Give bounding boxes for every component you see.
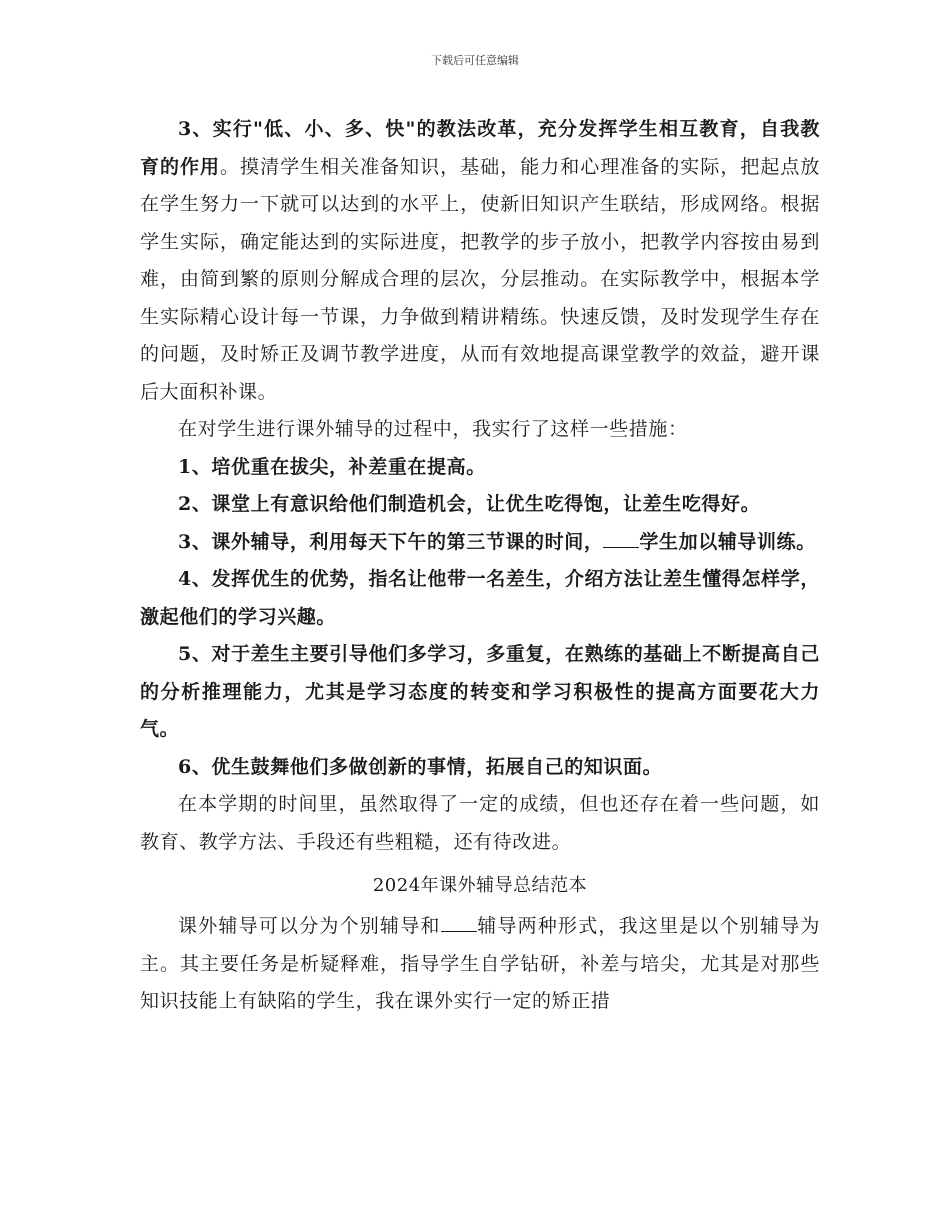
- page-header: 下载后可任意编辑: [431, 54, 519, 67]
- measure-item-3: [140, 524, 820, 562]
- paragraph-teaching-reform: [140, 111, 820, 411]
- measure-item-1: 1、培优重在拔尖，补差重在提高。: [178, 455, 486, 478]
- measure-item-3-text-a: 3、课外辅导，利用每天下午的第三节课的时间，: [178, 530, 604, 553]
- paragraph-text: 。摸清学生相关准备知识，基础，能力和心理准备的实际，把起点放在学生努力一下就可以达到的水平上，使新旧知识产生联结，形成网络。根据学生实际，确定能达到的实际进度，把教学的步子放小，把教学内容按由易到难，由简到繁的原则分解成合理的层次，分层推动。在实际教学中，根据本学生实际精心设计每一节课，力争做到精讲精练。快速反馈，及时发现学生存在的问题，及时矫正及调节教学进度，从而有效地提高课堂教学的效益，避开课后大面积补课。: [140, 155, 820, 403]
- paragraph-summary: 在本学期的时间里，虽然取得了一定的成绩，但也还存在着一些问题，如教育、教学方法、手段还有些粗糙，还有待改进。: [140, 793, 820, 853]
- blank-line: [603, 531, 639, 548]
- paragraph-lead-bold: 3、实行"低、小、多、快"的教法改革，充分发挥学生相互教育，自我教育的作用: [140, 118, 820, 178]
- measure-item-6: 6、优生鼓舞他们多做创新的事情，拓展自己的知识面。: [178, 755, 663, 778]
- measure-item-3-text-b: 学生加以辅导训练。: [639, 530, 816, 553]
- paragraph-tutoring-forms: [140, 908, 820, 1021]
- document-body: [140, 111, 820, 1021]
- paragraph-text-b: 辅导两种形式，我这里是以个别辅导为主。其主要任务是析疑释难，指导学生自学钻研，补差与培尖，尤其是对那些知识技能上有缺陷的学生，我在课外实行一定的矫正措: [140, 915, 821, 1012]
- measure-item-2: 2、课堂上有意识给他们制造机会，让优生吃得饱，让差生吃得好。: [178, 493, 761, 515]
- measure-item-4: 4、发挥优生的优势，指名让他带一名差生，介绍方法让差生懂得怎样学，激起他们的学习兴趣。: [140, 568, 820, 628]
- paragraph-measures-intro: 在对学生进行课外辅导的过程中，我实行了这样一些措施：: [178, 418, 688, 440]
- blank-line: [441, 915, 477, 932]
- measure-item-5: 5、对于差生主要引导他们多学习，多重复，在熟练的基础上不断提高自己的分析推理能力，尤其是学习态度的转变和学习积极性的提高方面要花大力气。: [140, 643, 820, 740]
- section-title: 2024年课外辅导总结范本: [372, 875, 588, 896]
- paragraph-text-a: 课外辅导可以分为个别辅导和: [178, 915, 441, 937]
